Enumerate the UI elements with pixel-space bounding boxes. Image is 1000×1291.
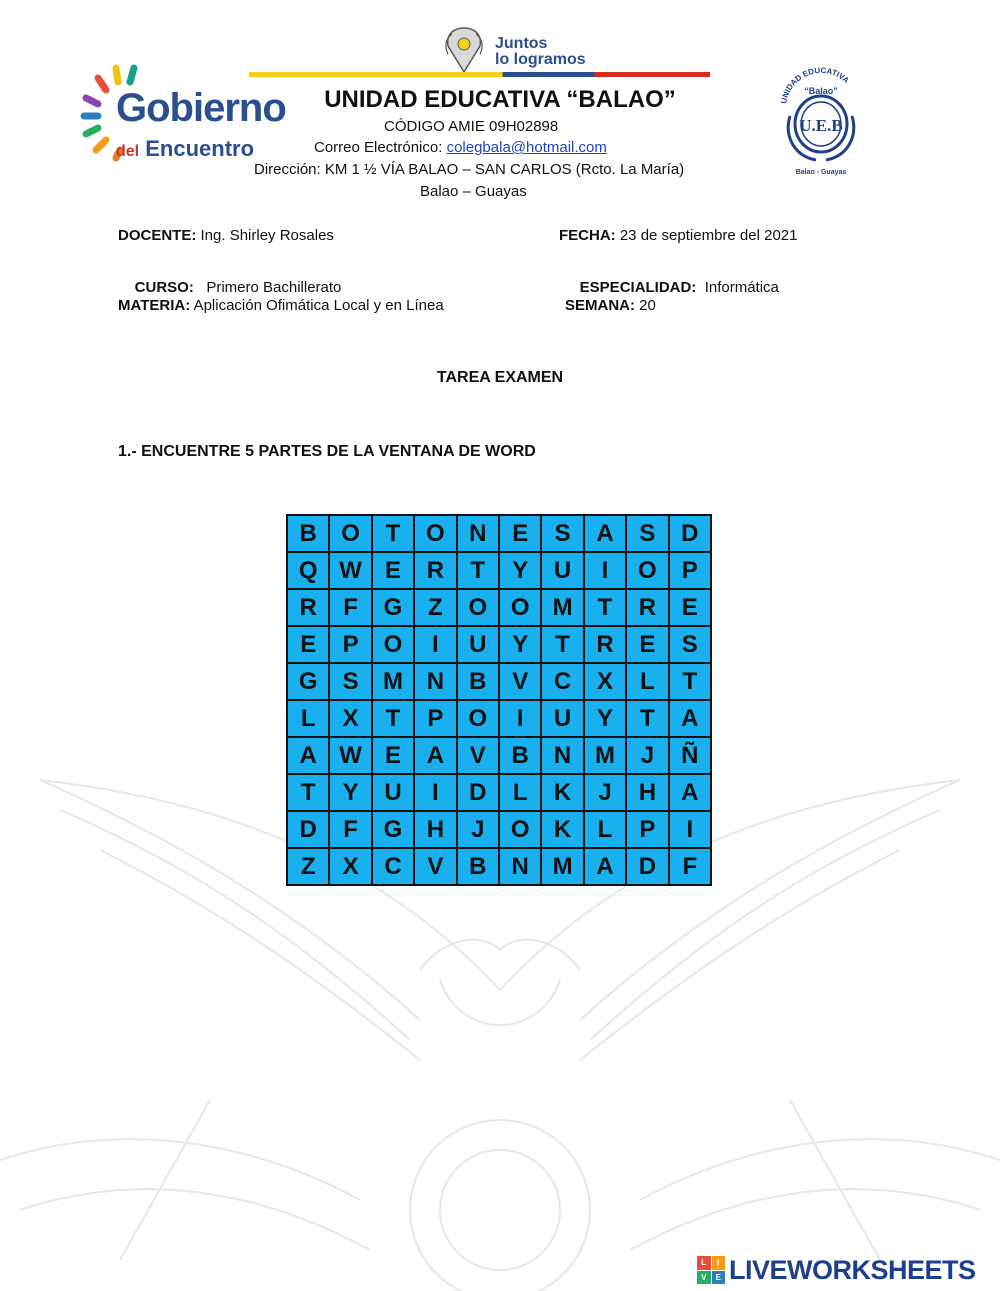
- word-search-cell[interactable]: A: [287, 737, 329, 774]
- ueb-top-text: UNIDAD EDUCATIVA: [779, 65, 851, 105]
- word-search-cell[interactable]: E: [499, 515, 541, 552]
- word-search-cell[interactable]: N: [541, 737, 583, 774]
- word-search-cell[interactable]: S: [669, 626, 711, 663]
- word-search-cell[interactable]: O: [499, 589, 541, 626]
- lw-icon-letter: E: [712, 1271, 726, 1285]
- email-link[interactable]: colegbala@hotmail.com: [446, 139, 607, 156]
- word-search-cell[interactable]: Z: [287, 848, 329, 885]
- word-search-cell[interactable]: P: [626, 811, 668, 848]
- gov-logo-word-del: del: [116, 143, 140, 160]
- word-search-cell[interactable]: E: [669, 589, 711, 626]
- juntos-line1: Juntos: [495, 35, 548, 52]
- word-search-cell[interactable]: D: [669, 515, 711, 552]
- word-search-cell[interactable]: T: [626, 700, 668, 737]
- word-search-cell[interactable]: U: [372, 774, 414, 811]
- word-search-cell[interactable]: G: [372, 589, 414, 626]
- word-search-cell[interactable]: O: [414, 515, 456, 552]
- fecha-row: [559, 227, 797, 244]
- word-search-cell[interactable]: T: [457, 552, 499, 589]
- fecha-label: FECHA:: [559, 227, 616, 244]
- direccion-line: Dirección: KM 1 ½ VÍA BALAO – SAN CARLOS (Rcto. La María): [254, 161, 685, 178]
- materia-label: MATERIA:: [118, 297, 191, 314]
- word-search-cell[interactable]: V: [499, 663, 541, 700]
- word-search-cell[interactable]: S: [541, 515, 583, 552]
- word-search-cell[interactable]: T: [372, 515, 414, 552]
- liveworksheets-brand: [697, 1254, 976, 1286]
- ueb-school-logo: [776, 56, 866, 182]
- ueb-balao-text: “Balao”: [804, 86, 838, 96]
- word-search-cell[interactable]: U: [541, 552, 583, 589]
- word-search-cell[interactable]: L: [287, 700, 329, 737]
- tarea-title: TAREA EXAMEN: [436, 369, 564, 386]
- word-search-cell[interactable]: J: [584, 774, 626, 811]
- word-search-cell[interactable]: O: [372, 626, 414, 663]
- docente-label: DOCENTE:: [118, 227, 197, 244]
- word-search-cell[interactable]: G: [372, 811, 414, 848]
- word-search-cell[interactable]: R: [584, 626, 626, 663]
- liveworksheets-icon: [697, 1256, 725, 1284]
- word-search-cell[interactable]: V: [414, 848, 456, 885]
- word-search-cell[interactable]: F: [669, 848, 711, 885]
- word-search-cell[interactable]: T: [584, 589, 626, 626]
- word-search-cell[interactable]: B: [457, 663, 499, 700]
- word-search-cell[interactable]: E: [287, 626, 329, 663]
- word-search-cell[interactable]: D: [457, 774, 499, 811]
- semana-value: 20: [635, 297, 656, 314]
- word-search-cell[interactable]: K: [541, 811, 583, 848]
- word-search-cell[interactable]: I: [414, 774, 456, 811]
- word-search-cell[interactable]: E: [372, 737, 414, 774]
- word-search-cell[interactable]: S: [329, 663, 371, 700]
- word-search-cell[interactable]: F: [329, 811, 371, 848]
- word-search-cell[interactable]: G: [287, 663, 329, 700]
- correo-label: Correo Electrónico:: [314, 139, 447, 156]
- word-search-cell[interactable]: E: [626, 626, 668, 663]
- juntos-line2: lo logramos: [495, 51, 586, 68]
- materia-row: [118, 297, 444, 314]
- word-search-cell[interactable]: T: [541, 626, 583, 663]
- word-search-cell[interactable]: R: [414, 552, 456, 589]
- word-search-cell[interactable]: D: [287, 811, 329, 848]
- word-search-cell[interactable]: W: [329, 737, 371, 774]
- word-search-cell[interactable]: I: [499, 700, 541, 737]
- word-search-cell[interactable]: A: [669, 700, 711, 737]
- gov-logo-word-gobierno: Gobierno: [116, 86, 286, 130]
- word-search-cell[interactable]: O: [499, 811, 541, 848]
- word-search-cell[interactable]: A: [669, 774, 711, 811]
- word-search-cell[interactable]: O: [457, 700, 499, 737]
- gov-logo-word-encuentro-text: Encuentro: [145, 136, 255, 161]
- word-search-cell[interactable]: L: [584, 811, 626, 848]
- word-search-cell[interactable]: T: [372, 700, 414, 737]
- word-search-cell[interactable]: D: [626, 848, 668, 885]
- word-search-cell[interactable]: O: [329, 515, 371, 552]
- word-search-cell[interactable]: E: [372, 552, 414, 589]
- gov-logo-word-encuentro: [116, 136, 254, 162]
- word-search-cell[interactable]: X: [584, 663, 626, 700]
- curso-label: CURSO:: [134, 279, 194, 296]
- word-search-cell[interactable]: Y: [329, 774, 371, 811]
- word-search-cell[interactable]: I: [669, 811, 711, 848]
- word-search-cell[interactable]: P: [669, 552, 711, 589]
- word-search-cell[interactable]: I: [414, 626, 456, 663]
- coat-of-arms-icon: [442, 24, 486, 76]
- word-search-cell[interactable]: A: [414, 737, 456, 774]
- word-search-cell[interactable]: C: [372, 848, 414, 885]
- correo-line: [314, 139, 607, 156]
- word-search-cell[interactable]: L: [499, 774, 541, 811]
- ciudad-line: Balao – Guayas: [420, 183, 527, 200]
- word-search-cell[interactable]: I: [584, 552, 626, 589]
- word-search-cell[interactable]: T: [669, 663, 711, 700]
- word-search-cell[interactable]: Z: [414, 589, 456, 626]
- question-1: 1.- ENCUENTRE 5 PARTES DE LA VENTANA DE WORD: [118, 443, 536, 460]
- word-search-cell[interactable]: K: [541, 774, 583, 811]
- lw-icon-letter: V: [697, 1271, 711, 1285]
- word-search-cell[interactable]: O: [457, 589, 499, 626]
- curso-value: Primero Bachillerato: [193, 279, 342, 296]
- word-search-cell[interactable]: B: [499, 737, 541, 774]
- especialidad-label: ESPECIALIDAD:: [579, 279, 697, 296]
- word-search-cell[interactable]: A: [584, 848, 626, 885]
- word-search-cell[interactable]: Y: [584, 700, 626, 737]
- word-search-cell[interactable]: R: [287, 589, 329, 626]
- especialidad-value: Informática: [696, 279, 779, 296]
- word-search-cell[interactable]: X: [329, 848, 371, 885]
- liveworksheets-text: LIVEWORKSHEETS: [729, 1254, 976, 1285]
- lw-icon-letter: I: [712, 1256, 726, 1270]
- amie-code: CÓDIGO AMIE 09H02898: [384, 118, 559, 135]
- word-search-cell[interactable]: F: [329, 589, 371, 626]
- word-search-cell[interactable]: N: [499, 848, 541, 885]
- word-search-grid[interactable]: [286, 514, 712, 886]
- word-search-cell[interactable]: N: [414, 663, 456, 700]
- fecha-value: 23 de septiembre del 2021: [615, 227, 798, 244]
- lw-icon-letter: L: [697, 1256, 711, 1270]
- word-search-cell[interactable]: M: [541, 848, 583, 885]
- ueb-bottom-text: Balao - Guayas: [795, 169, 847, 176]
- flag-color-line: [249, 72, 710, 77]
- word-search-cell[interactable]: W: [329, 552, 371, 589]
- word-search-cell[interactable]: M: [584, 737, 626, 774]
- word-search-cell[interactable]: P: [329, 626, 371, 663]
- materia-value: Aplicación Ofimática Local y en Línea: [190, 297, 444, 314]
- word-search-cell[interactable]: S: [626, 515, 668, 552]
- word-search-cell[interactable]: M: [372, 663, 414, 700]
- word-search-cell[interactable]: P: [414, 700, 456, 737]
- word-search-cell[interactable]: Y: [499, 626, 541, 663]
- docente-value: Ing. Shirley Rosales: [196, 227, 334, 244]
- word-search-cell[interactable]: O: [626, 552, 668, 589]
- word-search-cell[interactable]: R: [626, 589, 668, 626]
- ueb-letters-text: U.E.B: [799, 116, 843, 135]
- word-search-cell[interactable]: B: [457, 848, 499, 885]
- word-search-cell[interactable]: J: [626, 737, 668, 774]
- word-search-cell[interactable]: V: [457, 737, 499, 774]
- word-search-cell[interactable]: N: [457, 515, 499, 552]
- word-search-cell[interactable]: Ñ: [669, 737, 711, 774]
- juntos-text: [495, 36, 586, 68]
- semana-label: SEMANA:: [565, 297, 635, 314]
- docente-row: [118, 227, 334, 244]
- word-search-cell[interactable]: H: [626, 774, 668, 811]
- school-title: UNIDAD EDUCATIVA “BALAO”: [324, 86, 676, 113]
- word-search-cell[interactable]: M: [541, 589, 583, 626]
- semana-row: [565, 297, 656, 314]
- word-search-cell[interactable]: B: [287, 515, 329, 552]
- word-search-cell[interactable]: C: [541, 663, 583, 700]
- word-search-cell[interactable]: J: [457, 811, 499, 848]
- word-search-cell[interactable]: T: [287, 774, 329, 811]
- word-search-cell[interactable]: L: [626, 663, 668, 700]
- word-search-cell[interactable]: U: [457, 626, 499, 663]
- word-search-cell[interactable]: X: [329, 700, 371, 737]
- word-search-cell[interactable]: Y: [499, 552, 541, 589]
- word-search-cell[interactable]: A: [584, 515, 626, 552]
- word-search-cell[interactable]: Q: [287, 552, 329, 589]
- word-search-cell[interactable]: U: [541, 700, 583, 737]
- word-search-cell[interactable]: H: [414, 811, 456, 848]
